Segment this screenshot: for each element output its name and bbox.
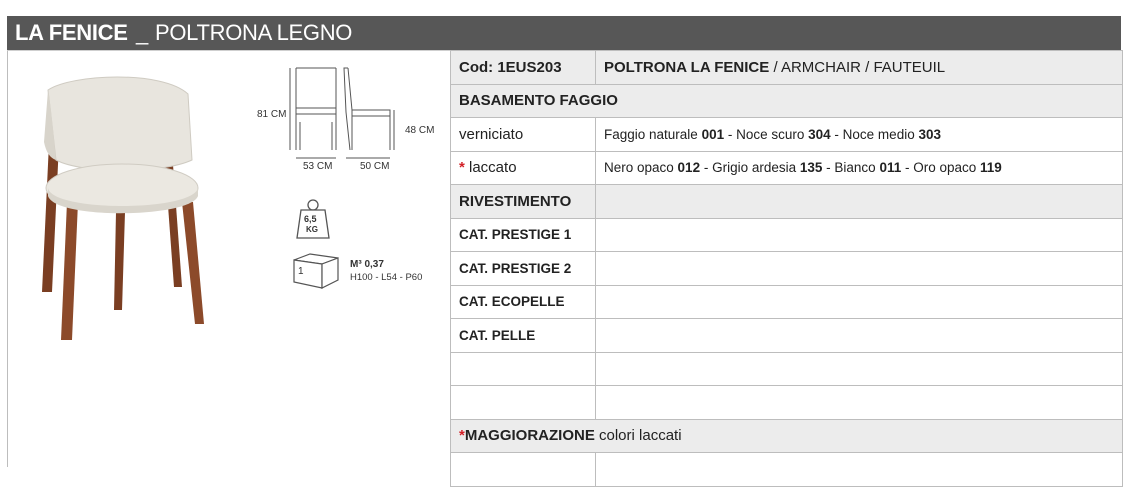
empty-cell (451, 386, 596, 420)
weight-unit: KG (306, 225, 318, 234)
category-value (596, 319, 1123, 353)
title-separator: _ (136, 20, 148, 45)
laccato-options: Nero opaco 012 - Grigio ardesia 135 - Bianco 011 - Oro opaco 119 (596, 151, 1123, 185)
code-row (451, 51, 1123, 85)
category-label: CAT. ECOPELLE (451, 285, 596, 319)
laccato-label: * laccato (451, 151, 596, 185)
box-count: 1 (298, 266, 304, 277)
surcharge-row (451, 419, 1123, 453)
empty-row (451, 386, 1123, 420)
category-row (451, 319, 1123, 353)
verniciato-row (451, 118, 1123, 152)
cover-header-row (451, 185, 1123, 219)
frame-left-border (7, 50, 8, 467)
product-name: POLTRONA LA FENICE / ARMCHAIR / FAUTEUIL (596, 51, 1123, 85)
frame-top-border (7, 50, 450, 51)
seat-height-label: 48 CM (405, 125, 435, 136)
empty-cell (596, 453, 1123, 487)
category-row (451, 218, 1123, 252)
category-value (596, 252, 1123, 286)
width-label: 53 CM (303, 161, 333, 172)
category-value (596, 285, 1123, 319)
empty-cell (596, 352, 1123, 386)
cover-header: RIVESTIMENTO (451, 185, 596, 219)
empty-cell (596, 386, 1123, 420)
product-code: Cod: 1EUS203 (451, 51, 596, 85)
base-header: BASAMENTO FAGGIO (451, 84, 1123, 118)
empty-row (451, 453, 1123, 487)
title-bar (7, 16, 1121, 50)
category-label: CAT. PELLE (451, 319, 596, 353)
box-volume: M³ 0,37 (350, 259, 384, 270)
category-label: CAT. PRESTIGE 1 (451, 218, 596, 252)
spec-table (450, 50, 1123, 487)
verniciato-options: Faggio naturale 001 - Noce scuro 304 - Noce medio 303 (596, 118, 1123, 152)
verniciato-label: verniciato (451, 118, 596, 152)
category-row (451, 252, 1123, 286)
empty-cell (451, 453, 596, 487)
base-header-row (451, 84, 1123, 118)
category-label: CAT. PRESTIGE 2 (451, 252, 596, 286)
empty-row (451, 352, 1123, 386)
height-label: 81 CM (257, 109, 287, 120)
category-row (451, 285, 1123, 319)
box-size: H100 - L54 - P60 (350, 272, 423, 283)
empty-cell (451, 352, 596, 386)
title-subtitle: POLTRONA LEGNO (155, 20, 353, 45)
category-value (596, 218, 1123, 252)
weight-value: 6,5 (304, 214, 317, 224)
surcharge-note: *MAGGIORAZIONE colori laccati (451, 419, 1123, 453)
cover-header-empty (596, 185, 1123, 219)
depth-label: 50 CM (360, 161, 390, 172)
title-product-name: LA FENICE (15, 20, 128, 45)
laccato-row (451, 151, 1123, 185)
armchair-photo (12, 62, 217, 344)
